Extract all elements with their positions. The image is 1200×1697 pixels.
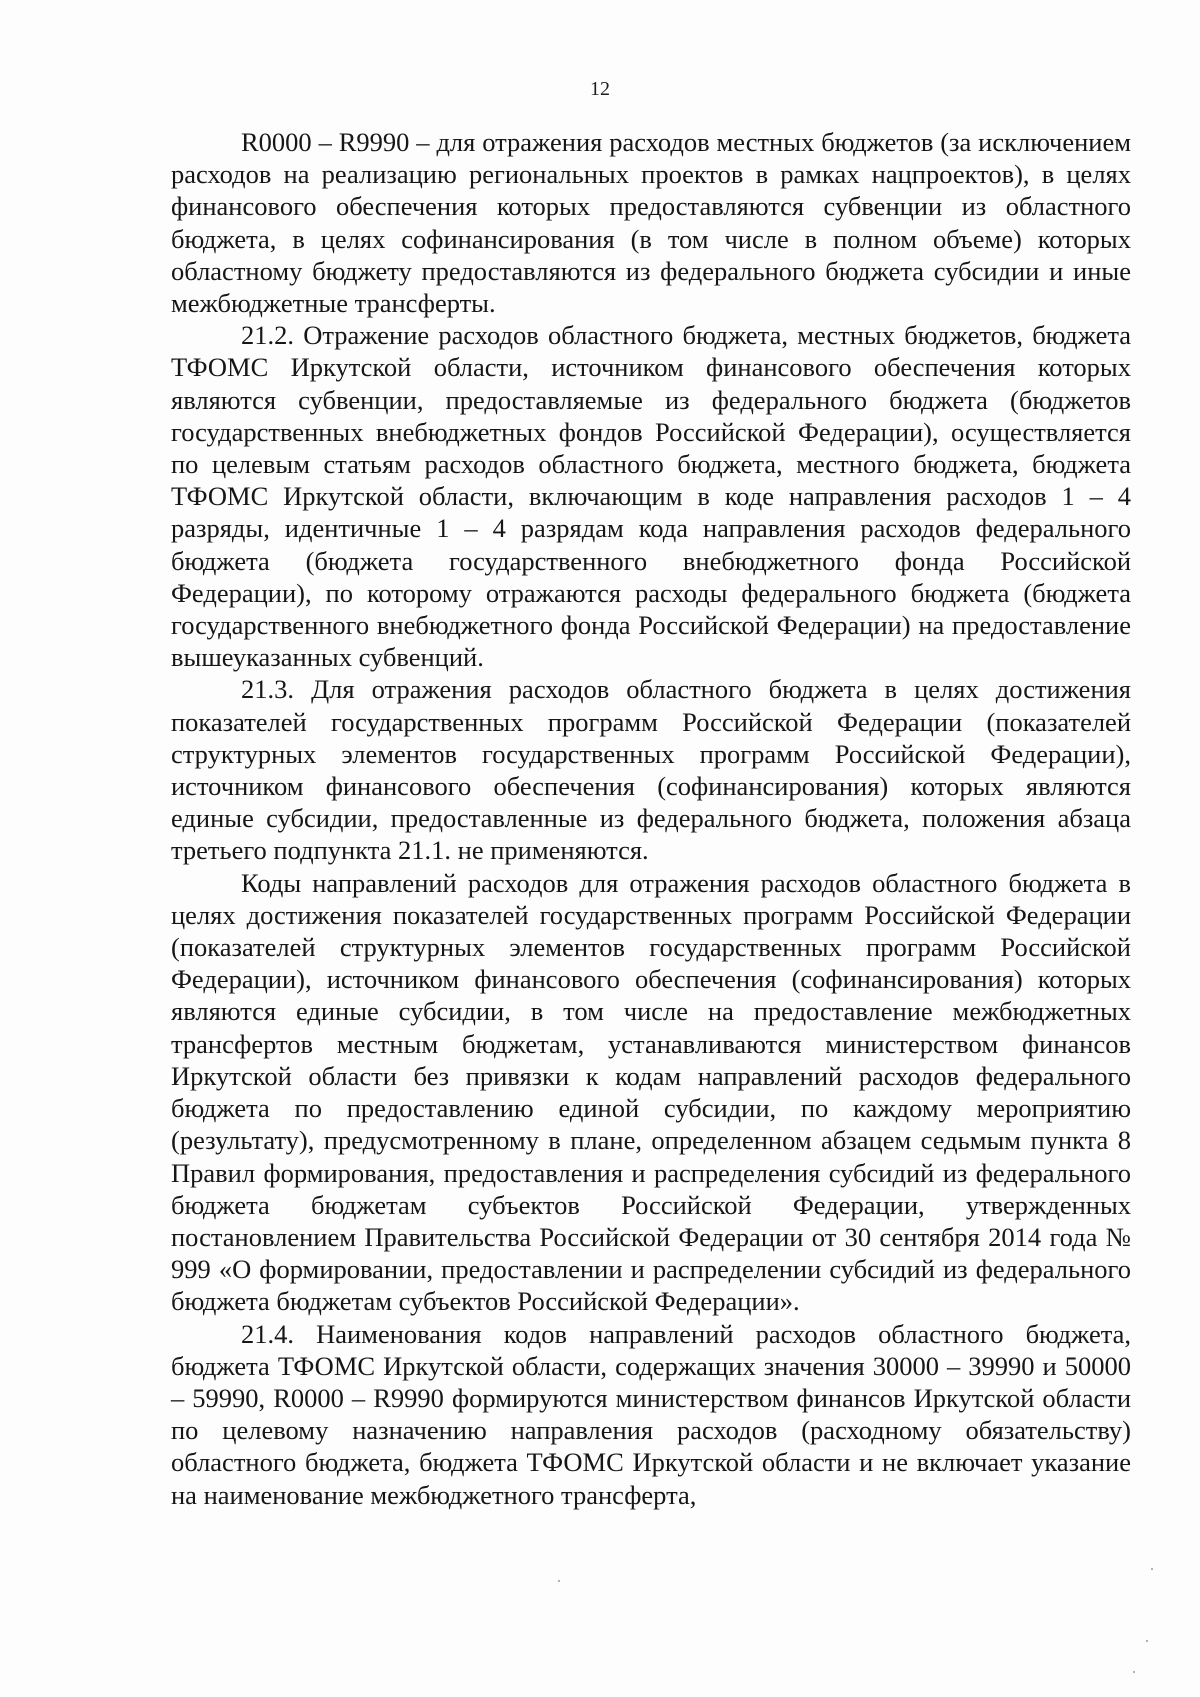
paragraph-21-4: 21.4. Наименования кодов направлений расходов областного бюджета, бюджета ТФОМС Иркутской области, содержащих значения 30000 – 39990 и 50000 – 59990, R0000 – R9990 формируются министерством финансов Иркутской области по целевому назначению направления расходов (расходному обязательству) областного бюджета, бюджета ТФОМС Иркутской области и не включает указание на наименование межбюджетного трансферта,: [171, 1318, 1131, 1510]
paragraph-direction-codes: Коды направлений расходов для отражения расходов областного бюджета в целях достижения показателей государственных программ Российской Федерации (показателей структурных элементов государственных программ Российской Федерации), источником финансового обеспечения (софинансирования) которых являются единые субсидии, в том числе на предоставление межбюджетных трансфертов местным бюджетам, устанавливаются министерством финансов Иркутской области без привязки к кодам направлений расходов федерального бюджета по предоставлению единой субсидии, по каждому мероприятию (результату), предусмотренному в плане, определенном абзацем седьмым пункта 8 Правил формирования, предоставления и распределения субсидий из федерального бюджета бюджетам субъектов Российской Федерации, утвержденных постановлением Правительства Российской Федерации от 30 сентября 2014 года № 999 «О формировании, предоставлении и распределении субсидий из федерального бюджета бюджетам субъектов Российской Федерации».: [171, 867, 1131, 1317]
scan-speck: [1133, 1671, 1135, 1673]
paragraph-r0000-r9990: R0000 – R9990 – для отражения расходов местных бюджетов (за исключением расходов на реализацию региональных проектов в рамках нацпроектов), в целях финансового обеспечения которых предоставляются субвенции из областного бюджета, в целях софинансирования (в том числе в полном объеме) которых областному бюджету предоставляются из федерального бюджета субсидии и иные межбюджетные трансферты.: [171, 127, 1131, 319]
page-number: 12: [590, 78, 610, 100]
document-body: [171, 126, 1131, 1511]
paragraph-21-3: 21.3. Для отражения расходов областного бюджета в целях достижения показателей государственных программ Российской Федерации (показателей структурных элементов государственных программ Российской Федерации), источником финансового обеспечения (софинансирования) которых являются единые субсидии, предоставленные из федерального бюджета, положения абзаца третьего подпункта 21.1. не применяются.: [171, 674, 1131, 866]
scan-speck: [1146, 1640, 1148, 1642]
scan-speck: [558, 1580, 560, 1582]
paragraph-21-2: 21.2. Отражение расходов областного бюджета, местных бюджетов, бюджета ТФОМС Иркутской области, источником финансового обеспечения которых являются субвенции, предоставляемые из федерального бюджета (бюджетов государственных внебюджетных фондов Российской Федерации), осуществляется по целевым статьям расходов областного бюджета, местного бюджета, бюджета ТФОМС Иркутской области, включающим в коде направления расходов 1 – 4 разряды, идентичные 1 – 4 разрядам кода направления расходов федерального бюджета (бюджета государственного внебюджетного фонда Российской Федерации), по которому отражаются расходы федерального бюджета (бюджета государственного внебюджетного фонда Российской Федерации) на предоставление вышеуказанных субвенций.: [171, 320, 1131, 673]
scan-speck: [1151, 1568, 1153, 1570]
